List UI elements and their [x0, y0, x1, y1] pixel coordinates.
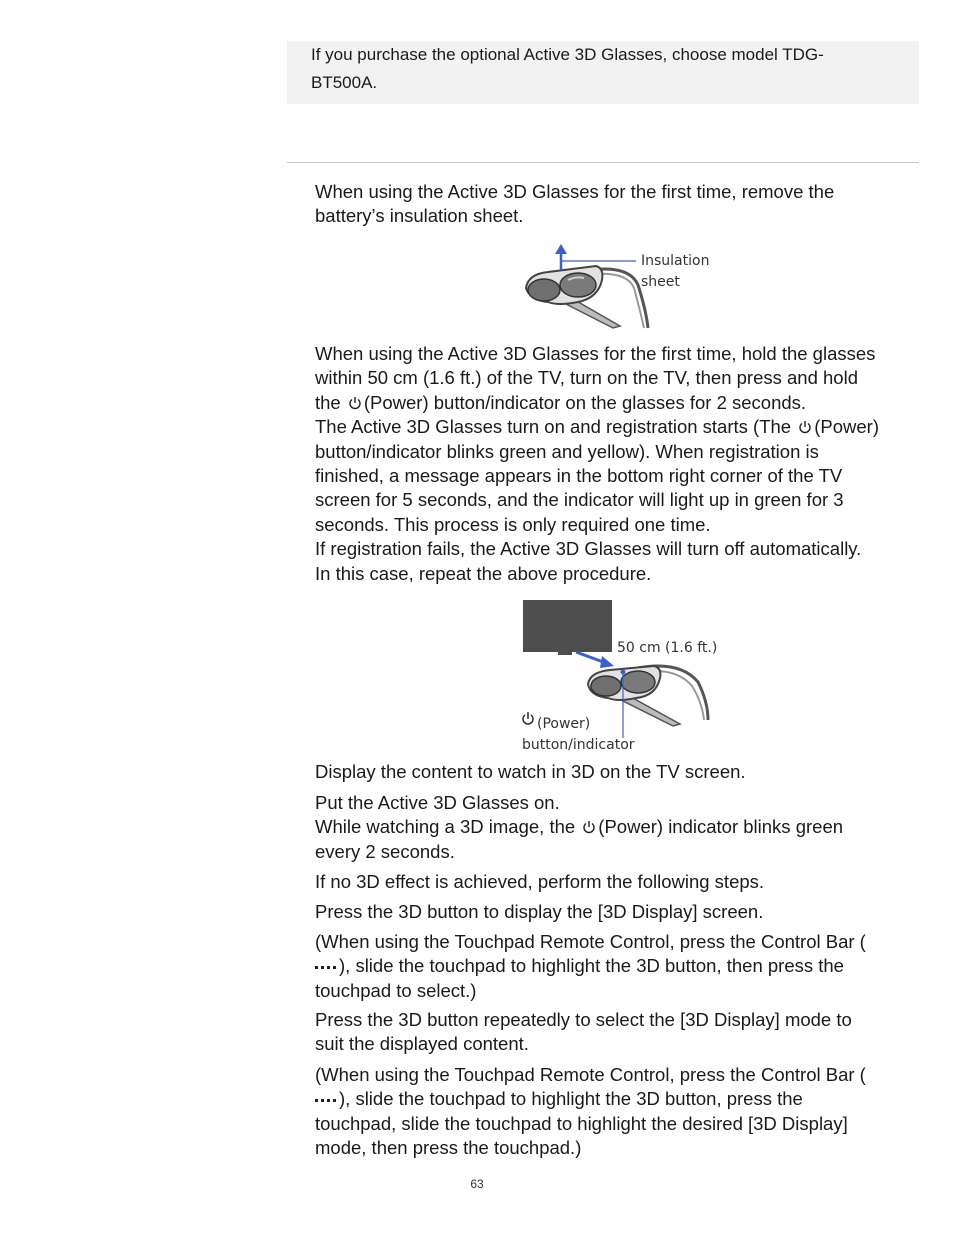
- step8-line-2: suit the displayed content.: [315, 1033, 529, 1055]
- section-divider: [287, 162, 919, 163]
- step2-line-7: screen for 5 seconds, and the indicator will light up in green for 3: [315, 489, 844, 511]
- power-label: (Power): [537, 716, 591, 732]
- note-text: [311, 41, 891, 97]
- note-box: [287, 41, 919, 104]
- step7-line-1: (When using the Touchpad Remote Control, press the Control Bar (: [315, 931, 866, 952]
- step9-line-4: mode, then press the touchpad.): [315, 1137, 582, 1159]
- step7-line-3: touchpad to select.): [315, 979, 477, 1001]
- step2-line-2: within 50 cm (1.6 ft.) of the TV, turn on the TV, then press and hold: [315, 367, 858, 389]
- power-icon: [523, 712, 533, 724]
- step8-line-1: Press the 3D button repeatedly to select the [3D Display] mode to: [315, 1009, 852, 1030]
- power-icon: [348, 396, 362, 410]
- step1-line-2: battery’s insulation sheet.: [315, 205, 524, 227]
- step9-line-1: (When using the Touchpad Remote Control, press the Control Bar (: [315, 1064, 866, 1085]
- step1-line-1: When using the Active 3D Glasses for the first time, remove the: [315, 181, 835, 202]
- note-line-2: BT500A.: [311, 73, 378, 92]
- step4-line-2a: While watching a 3D image, the: [315, 816, 576, 838]
- step4-line-1: Put the Active 3D Glasses on.: [315, 792, 560, 813]
- step-register-glasses: [315, 342, 919, 586]
- insulation-label-line-2: sheet: [641, 274, 680, 290]
- step2-line-6: finished, a message appears in the bottom right corner of the TV: [315, 465, 843, 487]
- step-remove-insulation: [315, 180, 919, 229]
- step9-line-2: ), slide the touchpad to highlight the 3D button, press the: [339, 1088, 803, 1110]
- step2-line-5: button/indicator blinks green and yellow). When registration is: [315, 440, 819, 462]
- step4-line-3: every 2 seconds.: [315, 840, 455, 862]
- step-select-3d-mode: [315, 1008, 919, 1057]
- step-no-3d-effect: If no 3D effect is achieved, perform the following steps.: [315, 871, 765, 892]
- step-touchpad-note-1: [315, 930, 919, 1003]
- step9-line-3: touchpad, slide the touchpad to highlight the desired [3D Display]: [315, 1112, 848, 1134]
- insulation-label-line-1: Insulation: [641, 253, 710, 269]
- step2-line-8: seconds. This process is only required one time.: [315, 513, 711, 535]
- power-icon: [798, 420, 812, 434]
- power-icon: [582, 820, 596, 834]
- insulation-sheet-figure: [518, 240, 718, 335]
- step2-line-9: If registration fails, the Active 3D Glasses will turn off automatically.: [315, 538, 862, 560]
- step-touchpad-note-2: [315, 1063, 919, 1161]
- step2-line-4b: (Power): [814, 416, 879, 438]
- step-put-glasses-on: [315, 791, 919, 864]
- control-bar-icon: [315, 1095, 339, 1105]
- step2-line-10: In this case, repeat the above procedure.: [315, 562, 652, 584]
- distance-label: 50 cm (1.6 ft.): [617, 640, 718, 656]
- step-display-content: Display the content to watch in 3D on the TV screen.: [315, 761, 746, 782]
- step2-line-4a: The Active 3D Glasses turn on and registration starts (The: [315, 416, 792, 438]
- step-press-3d-button: Press the 3D button to display the [3D Display] screen.: [315, 901, 764, 922]
- step2-line-3b: (Power) button/indicator on the glasses for 2 seconds.: [363, 391, 807, 413]
- note-line-1: If you purchase the optional Active 3D Glasses, choose model TDG-: [311, 45, 824, 64]
- tv-screen: [523, 600, 612, 652]
- control-bar-icon: [315, 962, 339, 972]
- step4-line-2b: (Power) indicator blinks green: [598, 816, 844, 838]
- registration-distance-figure: [518, 598, 718, 758]
- step7-line-2: ), slide the touchpad to highlight the 3D button, then press the: [339, 955, 844, 977]
- page-number: 63: [470, 1177, 484, 1191]
- button-indicator-label: button/indicator: [522, 737, 635, 753]
- step2-line-3a: the: [315, 391, 341, 413]
- step2-line-1: When using the Active 3D Glasses for the first time, hold the glasses: [315, 343, 876, 364]
